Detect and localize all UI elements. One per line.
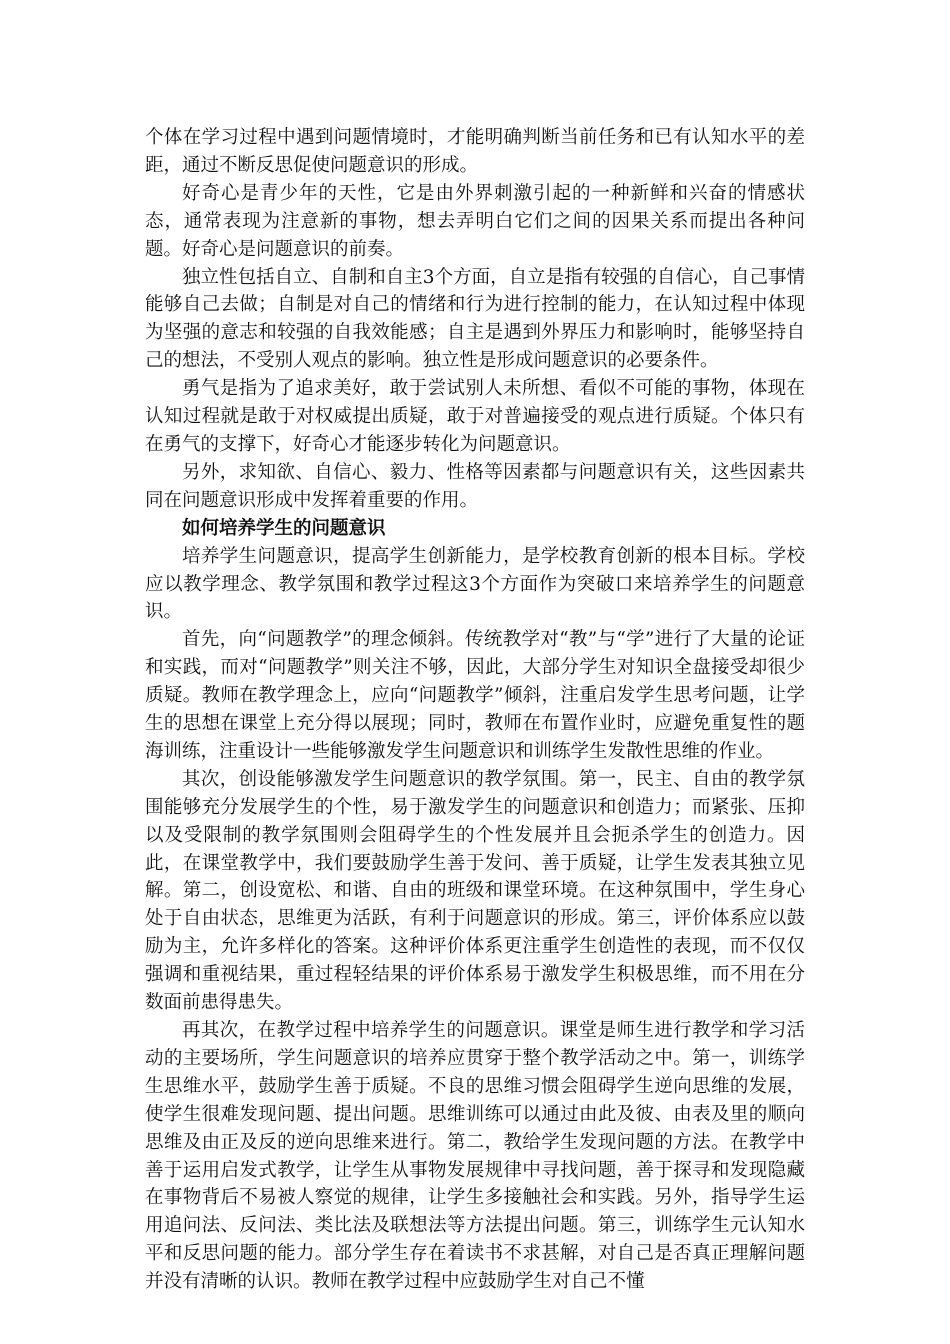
paragraph-other-factors: 另外，求知欲、自信心、毅力、性格等因素都与问题意识有关，这些因素共同在问题意识形成中发挥着重要的作用。: [145, 461, 805, 511]
section-heading: 如何培养学生的问题意识: [182, 517, 386, 539]
paragraph-independence: 独立性包括自立、自制和自主3个方面，自立是指有较强的自信心，自己事情能够自己去做；自制是对自己的情绪和行为进行控制的能力，在认知过程中体现为坚强的意志和较强的自我效能感；自主是遇到外界压力和影响时，能够坚持自己的想法，不受别人观点的影响。独立性是形成问题意识的必要条件。: [145, 266, 805, 372]
paragraph-continuation: 个体在学习过程中遇到问题情境时，才能明确判断当前任务和已有认知水平的差距，通过不断反思促使问题意识的形成。: [145, 127, 805, 176]
paragraph-first: 首先，向“问题教学”的理念倾斜。传统教学对“教”与“学”进行了大量的论证和实践，而对“问题教学”则关注不够，因此，大部分学生对知识全盘接受却很少质疑。教师在教学理念上，应向“问题教学”倾斜，注重启发学生思考问题，让学生的思想在课堂上充分得以展现；同时，教师在布置作业时，应避免重复性的题海训练，注重设计一些能够激发学生问题意识和训练学生发散性思维的作业。: [145, 629, 805, 762]
paragraph-third: 再其次，在教学过程中培养学生的问题意识。课堂是师生进行教学和学习活动的主要场所，学生问题意识的培养应贯穿于整个教学活动之中。第一，训练学生思维水平，鼓励学生善于质疑。不良的思维习惯会阻碍学生逆向思维的发展，使学生很难发现问题、提出问题。思维训练可以通过由此及彼、由表及里的顺向思维及由正及反的逆向思维来进行。第二，教给学生发现问题的方法。在教学中善于运用启发式教学，让学生从事物发展规律中寻找问题，善于探寻和发现隐藏在事物背后不易被人察觉的规律，让学生多接触社会和实践。另外，指导学生运用追问法、反问法、类比法及联想法等方法提出问题。第三，训练学生元认知水平和反思问题的能力。部分学生存在着读书不求甚解，对自己是否真正理解问题并没有清晰的认识。教师在教学过程中应鼓励学生对自己不懂: [145, 1020, 805, 1293]
paragraph-second: 其次，创设能够激发学生问题意识的教学氛围。第一，民主、自由的教学氛围能够充分发展学生的个性，易于激发学生的问题意识和创造力；而紧张、压抑以及受限制的教学氛围则会阻碍学生的个性发展并且会扼杀学生的创造力。因此，在课堂教学中，我们要鼓励学生善于发问、善于质疑，让学生发表其独立见解。第二，创设宽松、和谐、自由的班级和课堂环境。在这种氛围中，学生身心处于自由状态，思维更为活跃，有利于问题意识的形成。第三，评价体系应以鼓励为主，允许多样化的答案。这种评价体系更注重学生创造性的表现，而不仅仅强调和重视结果，重过程轻结果的评价体系易于激发学生积极思维，而不用在分数面前患得患失。: [145, 768, 805, 1014]
paragraph-courage: 勇气是指为了追求美好，敢于尝试别人未所想、看似不可能的事物，体现在认知过程就是敢于对权威提出质疑，敢于对普遍接受的观点进行质疑。个体只有在勇气的支撑下，好奇心才能逐步转化为问题意识。: [145, 378, 805, 455]
article-body: [145, 124, 805, 1296]
paragraph-goal: 培养学生问题意识，提高学生创新能力，是学校教育创新的根本目标。学校应以教学理念、教学氛围和教学过程这3个方面作为突破口来培养学生的问题意识。: [145, 545, 805, 623]
paragraph-curiosity: 好奇心是青少年的天性，它是由外界刺激引起的一种新鲜和兴奋的情感状态，通常表现为注意新的事物，想去弄明白它们之间的因果关系而提出各种问题。好奇心是问题意识的前奏。: [145, 182, 805, 260]
